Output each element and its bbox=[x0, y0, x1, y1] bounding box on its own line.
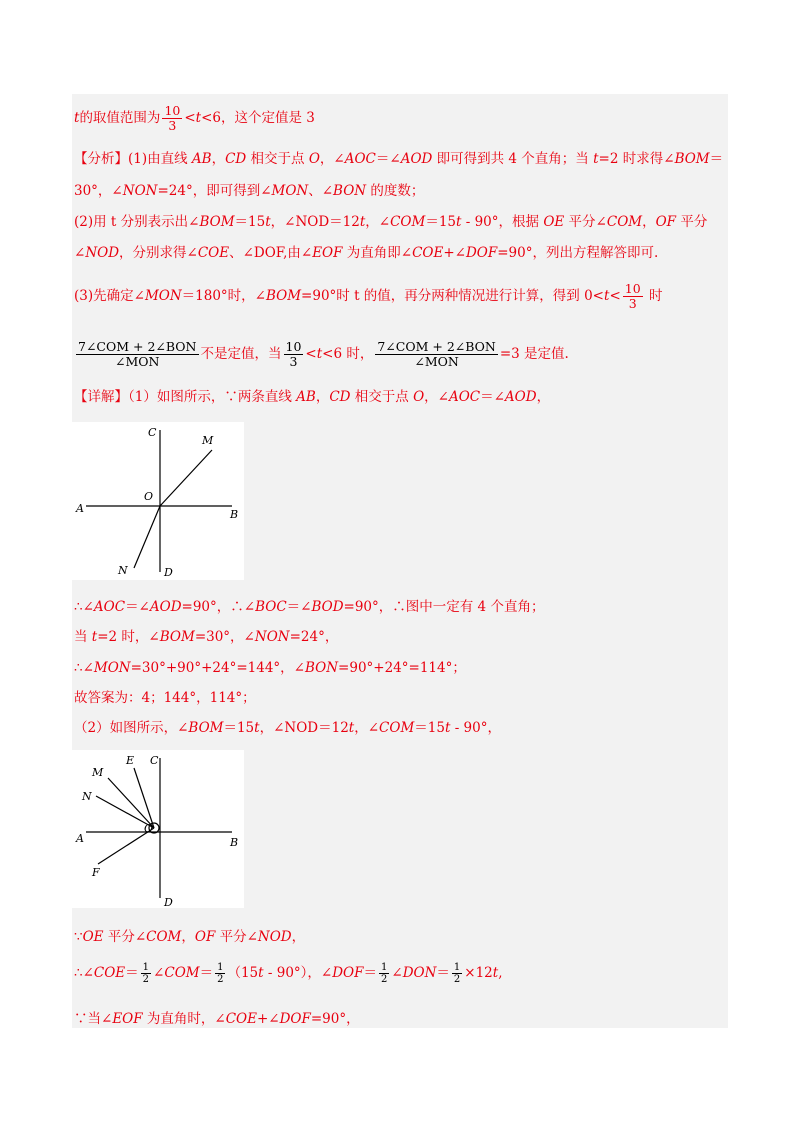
label-b: B bbox=[230, 836, 239, 849]
label-m: M bbox=[92, 766, 104, 779]
line-range-of-t: t的取值范围为 $\frac{10}{3}$ <t<6，这个定值是 3 bbox=[74, 103, 315, 133]
analysis-line-4: ∠NOD，分别求得∠COE、∠DOF,由∠EOF 为直角即∠COE+∠DOF=90°，列出方程解答即可. bbox=[74, 245, 659, 261]
analysis-line-6: $\frac{\text{7∠COM + 2∠BON}}{\text{∠MON}}$ 不是定值，当 $\frac{10}{3}$ <t<6 时， $\frac{\text{7∠COM + 2∠BON}}{\text{∠MON}}$ =3 是定值. bbox=[78, 339, 569, 369]
label-m: M bbox=[202, 434, 214, 447]
fraction-one-half: $\frac{1}{2}$ bbox=[142, 962, 150, 985]
label-d: D bbox=[164, 896, 173, 908]
label-e: E bbox=[126, 754, 135, 767]
label-a: A bbox=[76, 502, 84, 515]
detail-line-8: ∴∠COE＝ $\frac{1}{2}$ ∠COM＝ $\frac{1}{2}$ （15t - 90°），∠DOF＝ $\frac{1}{2}$ ∠DON＝ $\frac{1}{2}$ ×12t, bbox=[74, 962, 503, 985]
detail-line-4: ∴∠MON=30°+90°+24°=144°，∠BON=90°+24°=114°； bbox=[74, 660, 466, 676]
analysis-line-5: (3)先确定∠MON＝180°时，∠BOM=90°时 t 的值，再分两种情况进行计算，得到 0<t< $\frac{10}{3}$ 时 bbox=[74, 281, 663, 311]
detail-line-6: （2）如图所示，∠BOM＝15t，∠NOD＝12t，∠COM＝15t - 90°， bbox=[74, 720, 501, 736]
figure-bisectors bbox=[72, 750, 244, 908]
fraction-10-over-3: $\frac{10}{3}$ bbox=[164, 103, 181, 133]
ray-on bbox=[134, 506, 160, 568]
ray-om bbox=[160, 450, 212, 506]
detail-tag: 【详解】 bbox=[74, 389, 128, 405]
fraction-one-half: $\frac{1}{2}$ bbox=[381, 962, 388, 985]
detail-line-7: ∵OE 平分∠COM，OF 平分∠NOD， bbox=[74, 929, 306, 945]
label-o: O bbox=[144, 490, 154, 503]
detail-line-2: ∴∠AOC＝∠AOD=90°，∴∠BOC＝∠BOD=90°，∴图中一定有 4 个直角； bbox=[74, 599, 545, 615]
detail-line-5: 故答案为：4；144°，114°； bbox=[74, 690, 256, 706]
label-n: N bbox=[118, 564, 128, 577]
analysis-line-1: 【分析】(1)由直线 AB，CD 相交于点 O，∠AOC＝∠AOD 即可得到共 4 个直角；当 t=2 时求得∠BOM＝ bbox=[74, 151, 724, 167]
analysis-tag: 【分析】 bbox=[74, 151, 128, 167]
ray-om bbox=[108, 778, 154, 828]
label-f: F bbox=[92, 866, 100, 879]
label-c: C bbox=[148, 426, 157, 439]
fraction-one-half: $\frac{1}{2}$ bbox=[217, 962, 224, 985]
fraction-expression: $\frac{\text{7∠COM + 2∠BON}}{\text{∠MON}}$ bbox=[78, 339, 197, 369]
label-b: B bbox=[230, 508, 239, 521]
label-a: A bbox=[76, 832, 84, 845]
detail-line-9: ∵当∠EOF 为直角时，∠COE+∠DOF=90°， bbox=[74, 1011, 360, 1027]
label-d: D bbox=[164, 566, 173, 579]
fraction-expression: $\frac{\text{7∠COM + 2∠BON}}{\text{∠MON}}$ bbox=[377, 339, 496, 369]
fraction-10-over-3: $\frac{10}{3}$ bbox=[624, 281, 641, 311]
analysis-line-2: 30°，∠NON=24°，即可得到∠MON、∠BON 的度数； bbox=[74, 183, 425, 199]
figure-intersecting-lines bbox=[72, 422, 244, 580]
fraction-one-half: $\frac{1}{2}$ bbox=[453, 962, 461, 985]
analysis-line-3: (2)用 t 分别表示出∠BOM＝15t，∠NOD＝12t，∠COM＝15t - 90°，根据 OE 平分∠COM，OF 平分 bbox=[74, 214, 708, 230]
label-o: O bbox=[144, 822, 154, 835]
detail-line-3: 当 t=2 时，∠BOM=30°，∠NON=24°， bbox=[74, 629, 339, 645]
label-n: N bbox=[82, 790, 92, 803]
fraction-10-over-3: $\frac{10}{3}$ bbox=[285, 339, 302, 369]
label-c: C bbox=[150, 754, 159, 767]
detail-line-1: 【详解】（1）如图所示，∵两条直线 AB，CD 相交于点 O，∠AOC＝∠AOD， bbox=[74, 389, 551, 405]
